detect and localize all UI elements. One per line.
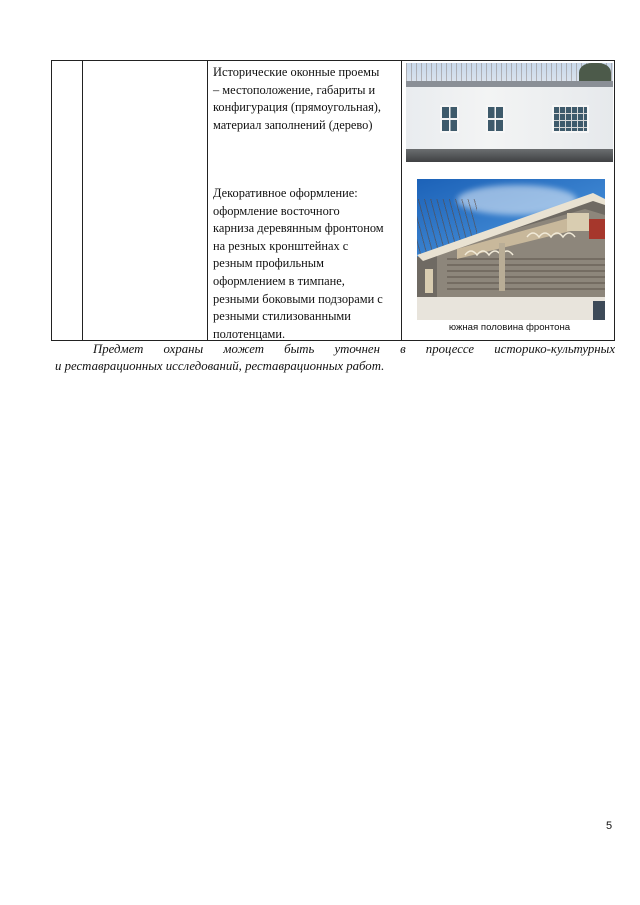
window bbox=[440, 105, 459, 133]
barred-window bbox=[552, 105, 589, 133]
building-base bbox=[406, 149, 613, 162]
window bbox=[486, 105, 505, 133]
gable-photo bbox=[417, 179, 605, 320]
table-column-divider bbox=[207, 61, 208, 340]
table-column-divider bbox=[82, 61, 83, 340]
photo-caption: южная половина фронтона bbox=[448, 322, 571, 333]
table-column-divider bbox=[401, 61, 402, 340]
windows-description: Исторические оконные проемы – местоположение, габариты и конфигурация (прямоугольная), материал заполнений (дерево) bbox=[213, 65, 382, 132]
protection-subject-table bbox=[51, 60, 615, 341]
note-line-1: Предмет охраны может быть уточнен в процессе историко-культурных bbox=[93, 342, 615, 356]
note-line-2: и реставрационных исследований, реставрационных работ. bbox=[55, 359, 385, 374]
page-number: 5 bbox=[606, 820, 613, 832]
decor-description: Декоративное оформление: оформление восточного карниза деревянным фронтоном на резных кронштейнах с резным профильным оформлением в тимпане, резными боковыми подзорами с резными стилизованными полотенцами. bbox=[213, 186, 384, 341]
building-windows-photo bbox=[406, 63, 613, 162]
protection-note bbox=[55, 341, 615, 375]
carved-gable-illustration bbox=[417, 179, 605, 320]
